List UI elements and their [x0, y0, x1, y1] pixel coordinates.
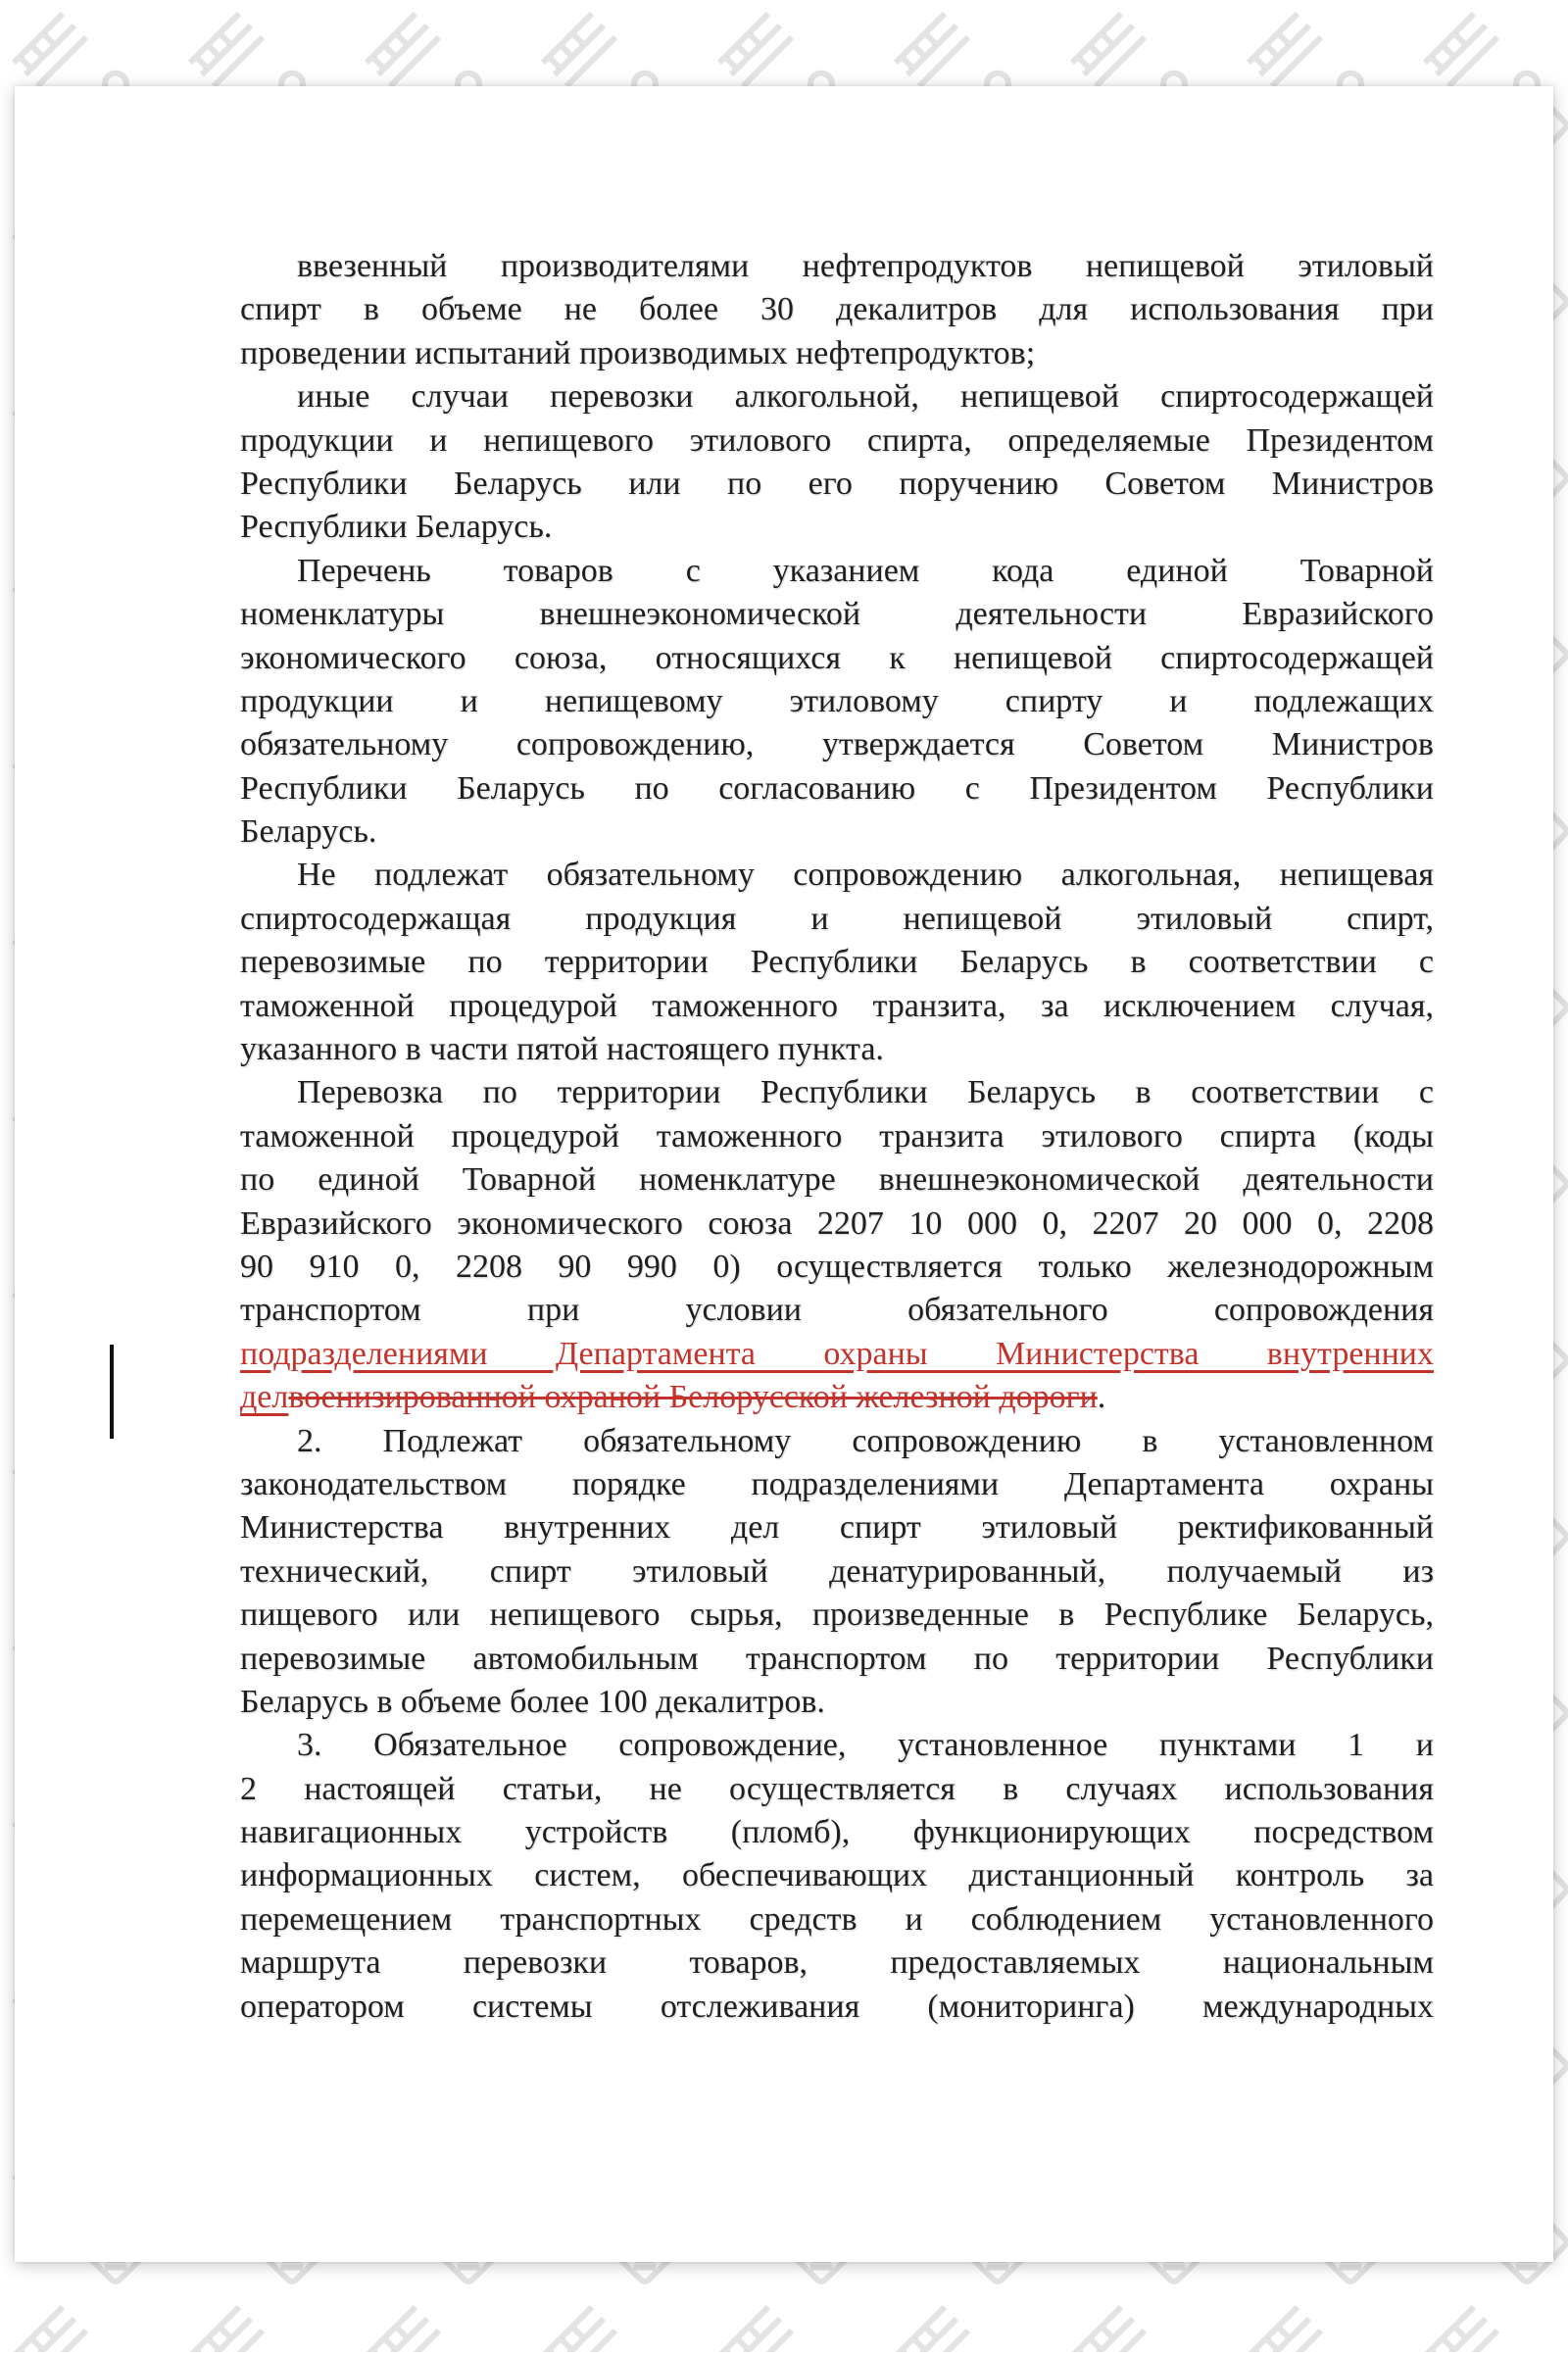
- revision-change-bar: [110, 1345, 114, 1439]
- text-line: перевозимые по территории Республики Беларусь в соответствии с: [240, 944, 1434, 981]
- text-line: таможенной процедурой таможенного транзита, за исключением случая,: [240, 987, 1434, 1024]
- text-line: Не подлежат обязательному сопровождению алкогольная, непищевая: [297, 857, 1434, 894]
- text-line: 2. Подлежат обязательному сопровождению в установленном: [297, 1422, 1434, 1459]
- text-line: продукции и непищевому этиловому спирту и подлежащих: [240, 682, 1434, 719]
- text-line: перевозимые автомобильным транспортом по территории Республики: [240, 1640, 1434, 1677]
- text-line: спирт в объеме не более 30 декалитров для использования при: [240, 291, 1434, 328]
- text-line: пищевого или непищевого сырья, произведенные в Республике Беларусь,: [240, 1596, 1434, 1634]
- text-line: Перевозка по территории Республики Беларусь в соответствии с: [297, 1074, 1434, 1111]
- document-text: [240, 245, 1434, 2029]
- text-line: перемещением транспортных средств и соблюдением установленного: [240, 1900, 1434, 1938]
- text-line: технический, спирт этиловый денатурированный, получаемый из: [240, 1552, 1434, 1590]
- inserted-text-line: подразделениями Департамента охраны Министерства внутренних: [240, 1335, 1434, 1372]
- text-line: экономического союза, относящихся к непищевой спиртосодержащей: [240, 639, 1434, 676]
- text-line: Республики Беларусь или по его поручению Советом Министров: [240, 465, 1434, 502]
- text-line: информационных систем, обеспечивающих дистанционный контроль за: [240, 1857, 1434, 1894]
- inserted-text: дел: [240, 1379, 289, 1416]
- text-line: Перечень товаров с указанием кода единой Товарной: [297, 552, 1434, 589]
- text-line: законодательством порядке подразделениями Департамента охраны: [240, 1465, 1434, 1502]
- text-line: оператором системы отслеживания (мониторинга) международных: [240, 1988, 1434, 2025]
- text-line: транспортом при условии обязательного сопровождения: [240, 1292, 1434, 1329]
- text-line: Евразийского экономического союза 2207 10 000 0, 2207 20 000 0, 2208: [240, 1204, 1434, 1242]
- text-line: иные случаи перевозки алкогольной, непищевой спиртосодержащей: [297, 378, 1434, 416]
- text-line: проведении испытаний производимых нефтепродуктов;: [240, 334, 1036, 371]
- text-line: указанного в части пятой настоящего пункта.: [240, 1031, 884, 1068]
- text-line: таможенной процедурой таможенного транзита этилового спирта (коды: [240, 1117, 1434, 1154]
- text-line: 2 настоящей статьи, не осуществляется в случаях использования: [240, 1770, 1434, 1807]
- text-line: Республики Беларусь.: [240, 509, 553, 546]
- text-span: .: [1097, 1379, 1106, 1416]
- text-line: Беларусь.: [240, 813, 377, 851]
- document-page: [15, 86, 1553, 2262]
- text-line: Беларусь в объеме более 100 декалитров.: [240, 1683, 825, 1720]
- text-line: Республики Беларусь по согласованию с Президентом Республики: [240, 769, 1434, 807]
- text-line: продукции и непищевого этилового спирта, определяемые Президентом: [240, 421, 1434, 459]
- text-line: ввезенный производителями нефтепродуктов непищевой этиловый: [297, 248, 1434, 284]
- text-line: Министерства внутренних дел спирт этиловый ректификованный: [240, 1509, 1434, 1547]
- text-line: маршрута перевозки товаров, предоставляемых национальным: [240, 1944, 1434, 1982]
- struck-text: военизированной охраной Белорусской железной дороги: [288, 1379, 1098, 1416]
- text-line: номенклатуры внешнеэкономической деятельности Евразийского: [240, 596, 1434, 633]
- text-line: спиртосодержащая продукция и непищевой этиловый спирт,: [240, 900, 1434, 937]
- text-line: по единой Товарной номенклатуре внешнеэкономической деятельности: [240, 1161, 1434, 1199]
- text-line: 90 910 0, 2208 90 990 0) осуществляется только железнодорожным: [240, 1248, 1434, 1285]
- text-line: навигационных устройств (пломб), функционирующих посредством: [240, 1814, 1434, 1851]
- text-line: обязательному сопровождению, утверждается Советом Министров: [240, 726, 1434, 763]
- text-line: 3. Обязательное сопровождение, установленное пунктами 1 и: [297, 1727, 1434, 1764]
- inserted-and-struck-text-line: [240, 1376, 1434, 1419]
